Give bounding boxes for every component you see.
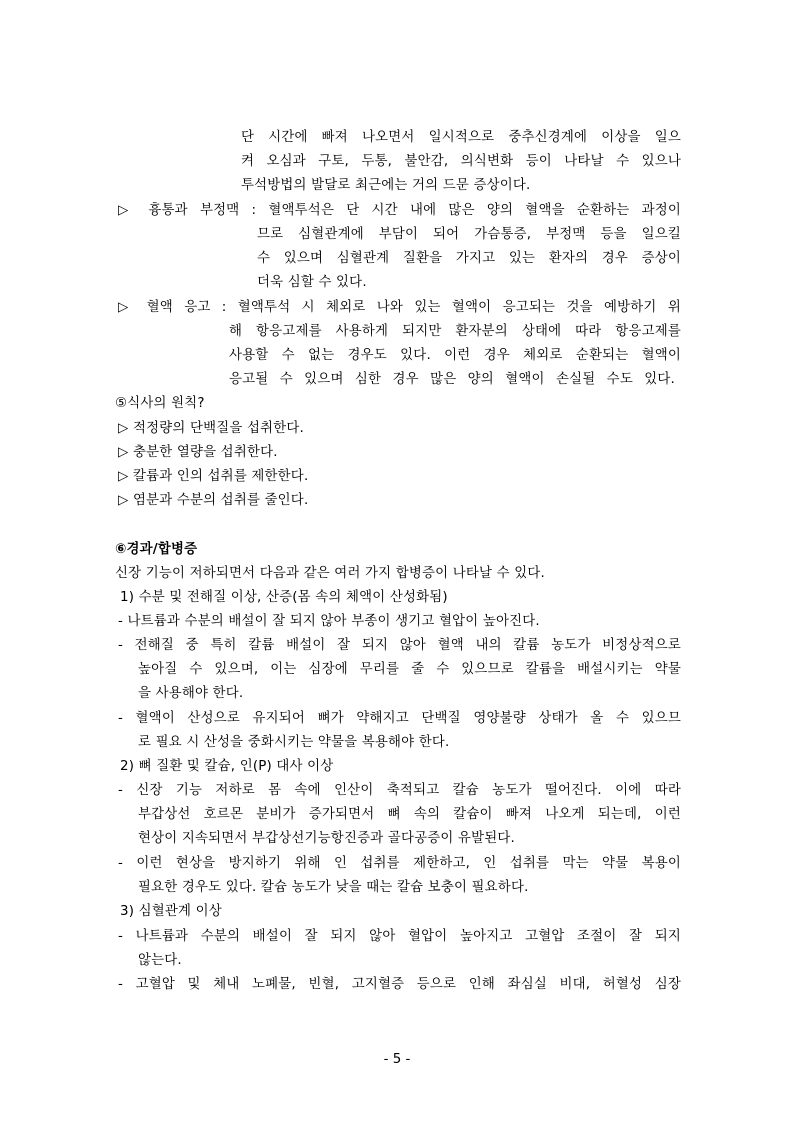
paragraph-line: 않는다. [138, 953, 182, 968]
paragraph-line: 더욱 심할 수 있다. [257, 275, 367, 290]
sub-heading: 3) 심혈관계 이상 [120, 904, 222, 919]
paragraph-line: 신장 기능이 저하되면서 다음과 같은 여러 가지 합병증이 나타날 수 있다. [115, 566, 545, 581]
bullet-item: - 이런 현상을 방지하기 위해 인 섭취를 제한하고, 인 섭취를 막는 약물 복용이 [118, 856, 681, 871]
paragraph-line: 을 사용해야 한다. [138, 686, 244, 701]
paragraph-line: 부갑상선 호르몬 분비가 증가되면서 뼈 속의 칼슘이 빠져 나오게 되는데, 이런 [138, 807, 681, 822]
paragraph-line: 켜 오심과 구토, 두통, 불안감, 의식변화 등이 나타날 수 있으나 [241, 154, 681, 169]
paragraph-line: 단 시간에 빠져 나오면서 일시적으로 중추신경계에 이상을 일으 [241, 130, 681, 145]
paragraph-line: 높아질 수 있으며, 이는 심장에 무리를 줄 수 있으므로 칼륨을 배설시키는 약물 [138, 662, 681, 677]
sub-heading: 1) 수분 및 전해질 이상, 산증(몸 속의 체액이 산성화됨) [120, 590, 448, 605]
bullet-item: - 고혈압 및 체내 노폐물, 빈혈, 고지혈증 등으로 인해 좌심실 비대, 허혈성 심장 [118, 977, 681, 992]
paragraph-line: 필요한 경우도 있다. 칼슘 농도가 낮을 때는 칼슘 보충이 필요하다. [138, 880, 529, 895]
diet-heading: ⑤식사의 원칙? [115, 396, 205, 411]
list-item: ▷ 염분과 수분의 섭취를 줄인다. [118, 493, 309, 508]
bullet-item: - 혈액이 산성으로 유지되어 뼈가 약해지고 단백질 영양불량 상태가 올 수 있으므 [118, 711, 681, 726]
bullet-item: - 전해질 중 특히 칼륨 배설이 잘 되지 않아 혈액 내의 칼륨 농도가 비정상적으로 [118, 638, 681, 653]
bullet-item: - 신장 기능 저하로 몸 속에 인산이 축적되고 칼슘 농도가 떨어진다. 이에 따라 [118, 783, 681, 798]
section-heading: ⑥경과/합병증 [115, 542, 198, 557]
paragraph-line: 수 있으며 심혈관계 질환을 가지고 있는 환자의 경우 증상이 [257, 251, 681, 266]
paragraph-line: 응고될 수 있으며 심한 경우 많은 양의 혈액이 손실될 수도 있다. [229, 372, 675, 387]
list-item-blood-clotting: ▷ 혈액 응고 : 혈액투석 시 체외로 나와 있는 혈액이 응고되는 것을 예방하기 위 [118, 300, 681, 315]
paragraph-line: 투석방법의 발달로 최근에는 거의 드문 증상이다. [241, 178, 531, 193]
paragraph-line: 현상이 지속되면서 부갑상선기능항진증과 골다공증이 유발된다. [138, 831, 515, 846]
list-item-chest-pain: ▷ 흉통과 부정맥 : 혈액투석은 단 시간 내에 많은 양의 혈액을 순환하는 과정이 [118, 203, 681, 218]
page-number: - 5 - [383, 1052, 411, 1067]
list-item: ▷ 충분한 열량을 섭취한다. [118, 445, 278, 460]
sub-heading: 2) 뼈 질환 및 칼슘, 인(P) 대사 이상 [120, 759, 334, 774]
paragraph-line: 해 항응고제를 사용하게 되지만 환자분의 상태에 따라 항응고제를 [229, 324, 681, 339]
paragraph-line: 로 필요 시 산성을 중화시키는 약물을 복용해야 한다. [138, 735, 450, 750]
bullet-item: - 나트륨과 수분의 배설이 잘 되지 않아 부종이 생기고 혈압이 높아진다. [118, 614, 540, 629]
bullet-item: - 나트륨과 수분의 배설이 잘 되지 않아 혈압이 높아지고 고혈압 조절이 잘 되지 [118, 929, 681, 944]
list-item: ▷ 적정량의 단백질을 섭취한다. [118, 421, 304, 436]
list-item: ▷ 칼륨과 인의 섭취를 제한한다. [118, 469, 309, 484]
paragraph-line: 므로 심혈관계에 부담이 되어 가슴통증, 부정맥 등을 일으킬 [257, 227, 681, 242]
paragraph-line: 사용할 수 없는 경우도 있다. 이런 경우 체외로 순환되는 혈액이 [229, 348, 681, 363]
